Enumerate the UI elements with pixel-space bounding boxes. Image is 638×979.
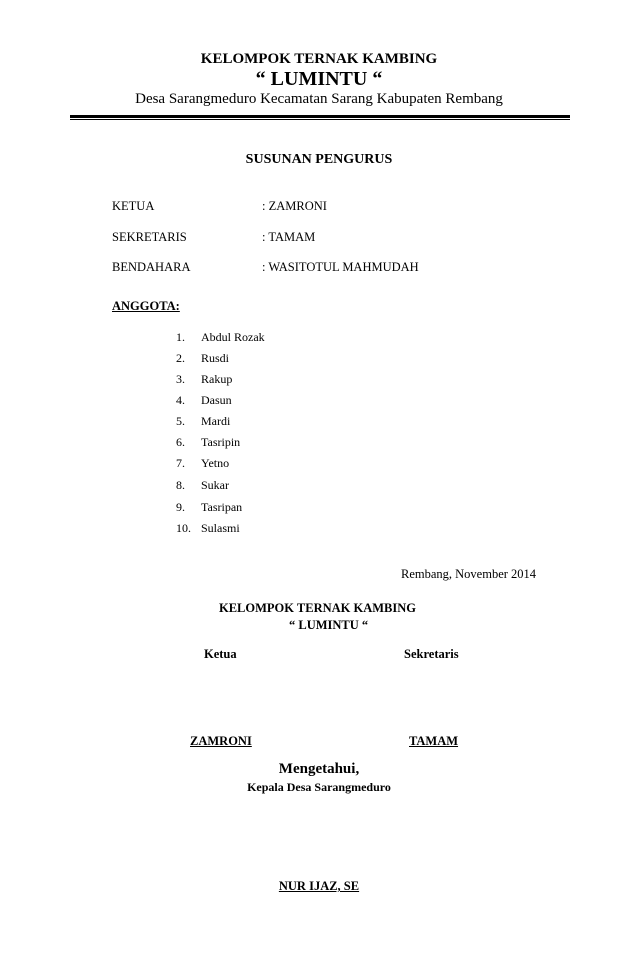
member-number: 1. <box>176 330 185 344</box>
member-number: 2. <box>176 351 185 365</box>
board-value: : WASITOTUL MAHMUDAH <box>262 260 419 274</box>
member-name: Sukar <box>201 478 229 492</box>
board-role: KETUA <box>112 199 155 213</box>
member-name: Rakup <box>201 372 233 386</box>
member-name: Tasripan <box>201 500 243 514</box>
members-heading: ANGGOTA: <box>112 299 180 313</box>
village-head-title: Kepala Desa Sarangmeduro <box>247 780 391 794</box>
board-role: BENDAHARA <box>112 260 191 274</box>
member-name: Sulasmi <box>201 521 240 535</box>
acknowledgement-label: Mengetahui, <box>278 761 360 777</box>
member-name: Rusdi <box>201 351 230 365</box>
secretary-name: TAMAM <box>409 734 459 748</box>
member-number: 5. <box>176 414 185 428</box>
signature-organization: KELOMPOK TERNAK KAMBING <box>219 601 417 615</box>
section-title: SUSUNAN PENGURUS <box>245 152 393 167</box>
member-name: Mardi <box>201 414 231 428</box>
member-name: Yetno <box>201 456 230 470</box>
member-name: Dasun <box>201 393 232 407</box>
member-name: Tasripin <box>201 435 241 449</box>
member-number: 3. <box>176 372 185 386</box>
date-line: Rembang, November 2014 <box>401 567 537 581</box>
member-number: 7. <box>176 456 185 470</box>
member-number: 4. <box>176 393 185 407</box>
village-head-name: NUR IJAZ, SE <box>278 879 360 893</box>
member-number: 9. <box>176 500 185 514</box>
board-value: : TAMAM <box>262 230 316 244</box>
secretary-role: Sekretaris <box>404 647 459 661</box>
board-value: : ZAMRONI <box>262 199 327 213</box>
member-number: 10. <box>176 521 191 535</box>
group-name: “ LUMINTU “ <box>255 68 383 90</box>
signature-group-name: “ LUMINTU “ <box>289 618 369 632</box>
header-divider-thin <box>70 119 570 120</box>
chairman-role: Ketua <box>204 647 237 661</box>
header-divider-thick <box>70 115 570 118</box>
board-role: SEKRETARIS <box>112 230 187 244</box>
member-number: 6. <box>176 435 185 449</box>
member-number: 8. <box>176 478 185 492</box>
organization-title: KELOMPOK TERNAK KAMBING <box>200 51 438 67</box>
address-line: Desa Sarangmeduro Kecamatan Sarang Kabupaten Rembang <box>135 91 503 107</box>
member-name: Abdul Rozak <box>201 330 265 344</box>
chairman-name: ZAMRONI <box>190 734 252 748</box>
